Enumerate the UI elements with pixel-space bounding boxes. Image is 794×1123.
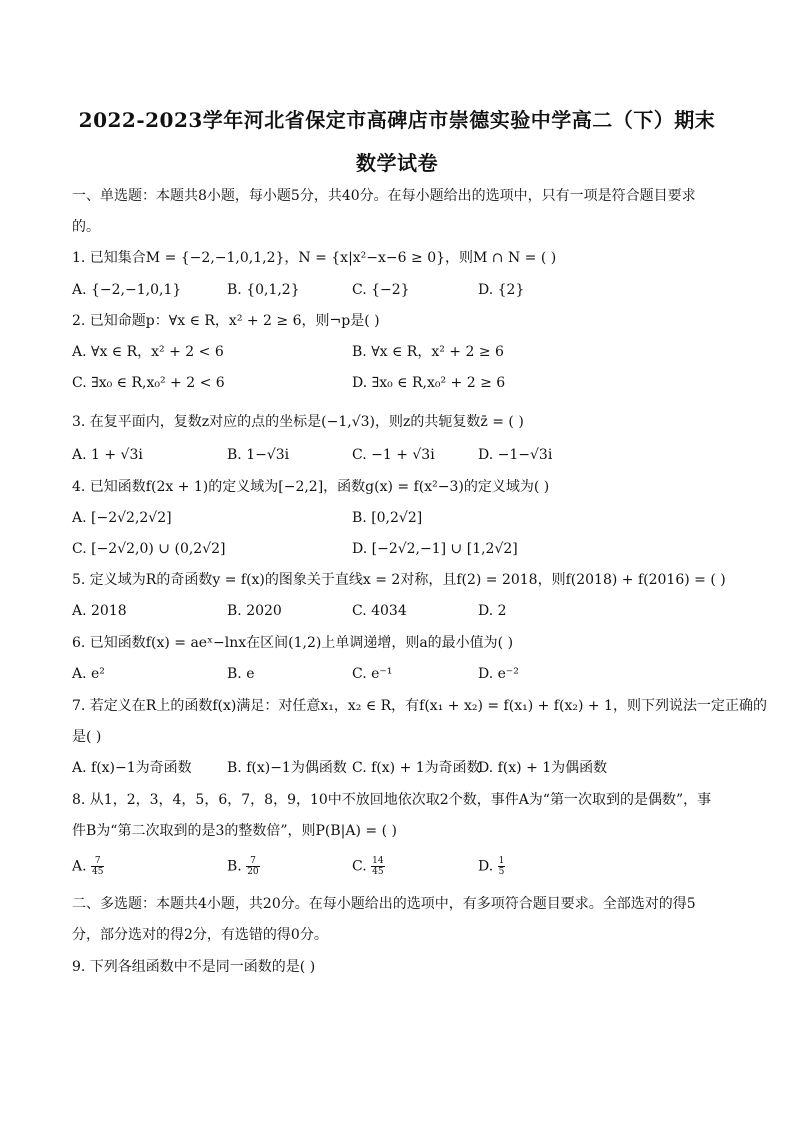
q8-option-b-fraction bbox=[246, 856, 259, 877]
question-3-options bbox=[72, 445, 732, 465]
q2-option-b: B. ∀x ∈ R，x² + 2 ≥ 6 bbox=[352, 344, 504, 360]
q2-option-c: C. ∃x₀ ∈ R,x₀² + 2 < 6 bbox=[72, 375, 225, 391]
q4-option-c: C. [−2√2,0) ∪ (0,2√2] bbox=[72, 541, 226, 557]
question-4-options-ab bbox=[72, 508, 732, 528]
q8-option-a-fraction bbox=[91, 856, 104, 877]
q8-option-b bbox=[227, 856, 260, 877]
question-6: 6. 已知函数f(x) = aeˣ−lnx在区间(1,2)上单调递增，则a的最小值为( ) bbox=[72, 635, 514, 651]
question-7-options bbox=[72, 758, 732, 778]
q8-c-denominator: 45 bbox=[372, 867, 384, 877]
q4-option-d: D. [−2√2,−1] ∪ [1,2√2] bbox=[352, 541, 518, 557]
q2-option-a: A. ∀x ∈ R，x² + 2 < 6 bbox=[72, 344, 224, 360]
question-1-options bbox=[72, 280, 732, 300]
q5-option-b: B. 2020 bbox=[227, 603, 282, 619]
q8-option-d-label: D. bbox=[478, 858, 494, 875]
q7-option-b: B. f(x)−1为偶函数 bbox=[227, 760, 347, 776]
q3-option-c: C. −1 + √3i bbox=[352, 447, 435, 463]
q4-option-a: A. [−2√2,2√2] bbox=[72, 510, 172, 526]
q8-option-c bbox=[352, 856, 385, 877]
q1-option-d: D. {2} bbox=[478, 282, 525, 298]
q6-option-b: B. e bbox=[227, 666, 255, 682]
question-9: 9. 下列各组函数中不是同一函数的是( ) bbox=[72, 959, 316, 975]
question-7-cont: 是( ) bbox=[72, 729, 102, 745]
q8-b-numerator: 7 bbox=[246, 856, 259, 867]
question-3: 3. 在复平面内，复数z对应的点的坐标是(−1,√3)，则z的共轭复数z̄ = ( ) bbox=[72, 414, 524, 430]
q8-option-d-fraction bbox=[498, 856, 506, 877]
q8-b-denominator: 20 bbox=[247, 867, 259, 877]
q5-option-c: C. 4034 bbox=[352, 603, 407, 619]
q6-option-d: D. e⁻² bbox=[478, 666, 519, 682]
q7-option-a: A. f(x)−1为奇函数 bbox=[72, 760, 192, 776]
question-8-cont: 件B为“第二次取到的是3的整数倍”，则P(B|A) = ( ) bbox=[72, 823, 397, 839]
q6-option-a: A. e² bbox=[72, 666, 105, 682]
q8-a-numerator: 7 bbox=[91, 856, 104, 867]
question-2-options-ab bbox=[72, 342, 732, 362]
q8-d-denominator: 5 bbox=[498, 867, 505, 877]
q2-option-d: D. ∃x₀ ∈ R,x₀² + 2 ≥ 6 bbox=[352, 375, 506, 391]
q3-option-b: B. 1−√3i bbox=[227, 447, 290, 463]
q6-option-c: C. e⁻¹ bbox=[352, 666, 393, 682]
q1-option-a: A. {−2,−1,0,1} bbox=[72, 282, 182, 298]
q3-option-a: A. 1 + √3i bbox=[72, 447, 143, 463]
exam-title-line2: 数学试卷 bbox=[356, 151, 438, 175]
q8-d-numerator: 1 bbox=[498, 856, 505, 866]
q8-c-numerator: 14 bbox=[372, 856, 384, 866]
q8-option-d bbox=[478, 856, 505, 877]
question-4: 4. 已知函数f(2x + 1)的定义域为[−2,2]，函数g(x) = f(x²−3)的定义域为( ) bbox=[72, 479, 550, 495]
question-2-options-cd bbox=[72, 373, 732, 393]
question-1: 1. 已知集合M = {−2,−1,0,1,2}，N = {x|x²−x−6 ≥ 0}，则M ∩ N = ( ) bbox=[72, 250, 557, 266]
q5-option-d: D. 2 bbox=[478, 603, 507, 619]
q8-a-denominator: 45 bbox=[92, 867, 104, 877]
question-7: 7. 若定义在R上的函数f(x)满足：对任意x₁，x₂ ∈ R，有f(x₁ + x₂) = f(x₁) + f(x₂) + 1，则下列说法一定正确的 bbox=[72, 698, 767, 714]
q4-option-b: B. [0,2√2] bbox=[352, 510, 423, 526]
question-8: 8. 从1，2，3，4，5，6，7，8，9，10中不放回地依次取2个数，事件A为“第一次取到的是偶数”，事 bbox=[72, 792, 712, 808]
question-8-options bbox=[72, 856, 732, 876]
question-4-options-cd bbox=[72, 539, 732, 559]
q8-option-a bbox=[72, 856, 104, 877]
section1-header: 一、单选题：本题共8小题，每小题5分，共40分。在每小题给出的选项中，只有一项是符合题目要求 bbox=[72, 188, 696, 204]
q8-option-c-fraction bbox=[371, 856, 384, 877]
q5-option-a: A. 2018 bbox=[72, 603, 127, 619]
section1-header-cont: 的。 bbox=[72, 219, 100, 235]
q3-option-d: D. −1−√3i bbox=[478, 447, 553, 463]
q1-option-b: B. {0,1,2} bbox=[227, 282, 300, 298]
q7-option-c: C. f(x) + 1为奇函数 bbox=[352, 760, 481, 776]
section2-header: 二、多选题：本题共4小题，共20分。在每小题给出的选项中，有多项符合题目要求。全部选对的得5 bbox=[72, 896, 696, 912]
question-5: 5. 定义域为R的奇函数y = f(x)的图象关于直线x = 2对称，且f(2) = 2018，则f(2018) + f(2016) = ( ) bbox=[72, 572, 726, 588]
question-6-options bbox=[72, 664, 732, 684]
question-2: 2. 已知命题p：∀x ∈ R，x² + 2 ≥ 6，则¬p是( ) bbox=[72, 313, 380, 329]
q8-option-c-label: C. bbox=[352, 858, 367, 875]
section2-header-cont: 分，部分选对的得2分，有选错的得0分。 bbox=[72, 927, 328, 943]
q8-option-b-label: B. bbox=[227, 858, 242, 875]
question-5-options bbox=[72, 601, 732, 621]
q1-option-c: C. {−2} bbox=[352, 282, 410, 298]
q8-option-a-label: A. bbox=[72, 858, 87, 875]
exam-title-line1: 2022-2023学年河北省保定市高碑店市崇德实验中学高二（下）期末 bbox=[78, 108, 716, 132]
q7-option-d: D. f(x) + 1为偶函数 bbox=[478, 760, 608, 776]
